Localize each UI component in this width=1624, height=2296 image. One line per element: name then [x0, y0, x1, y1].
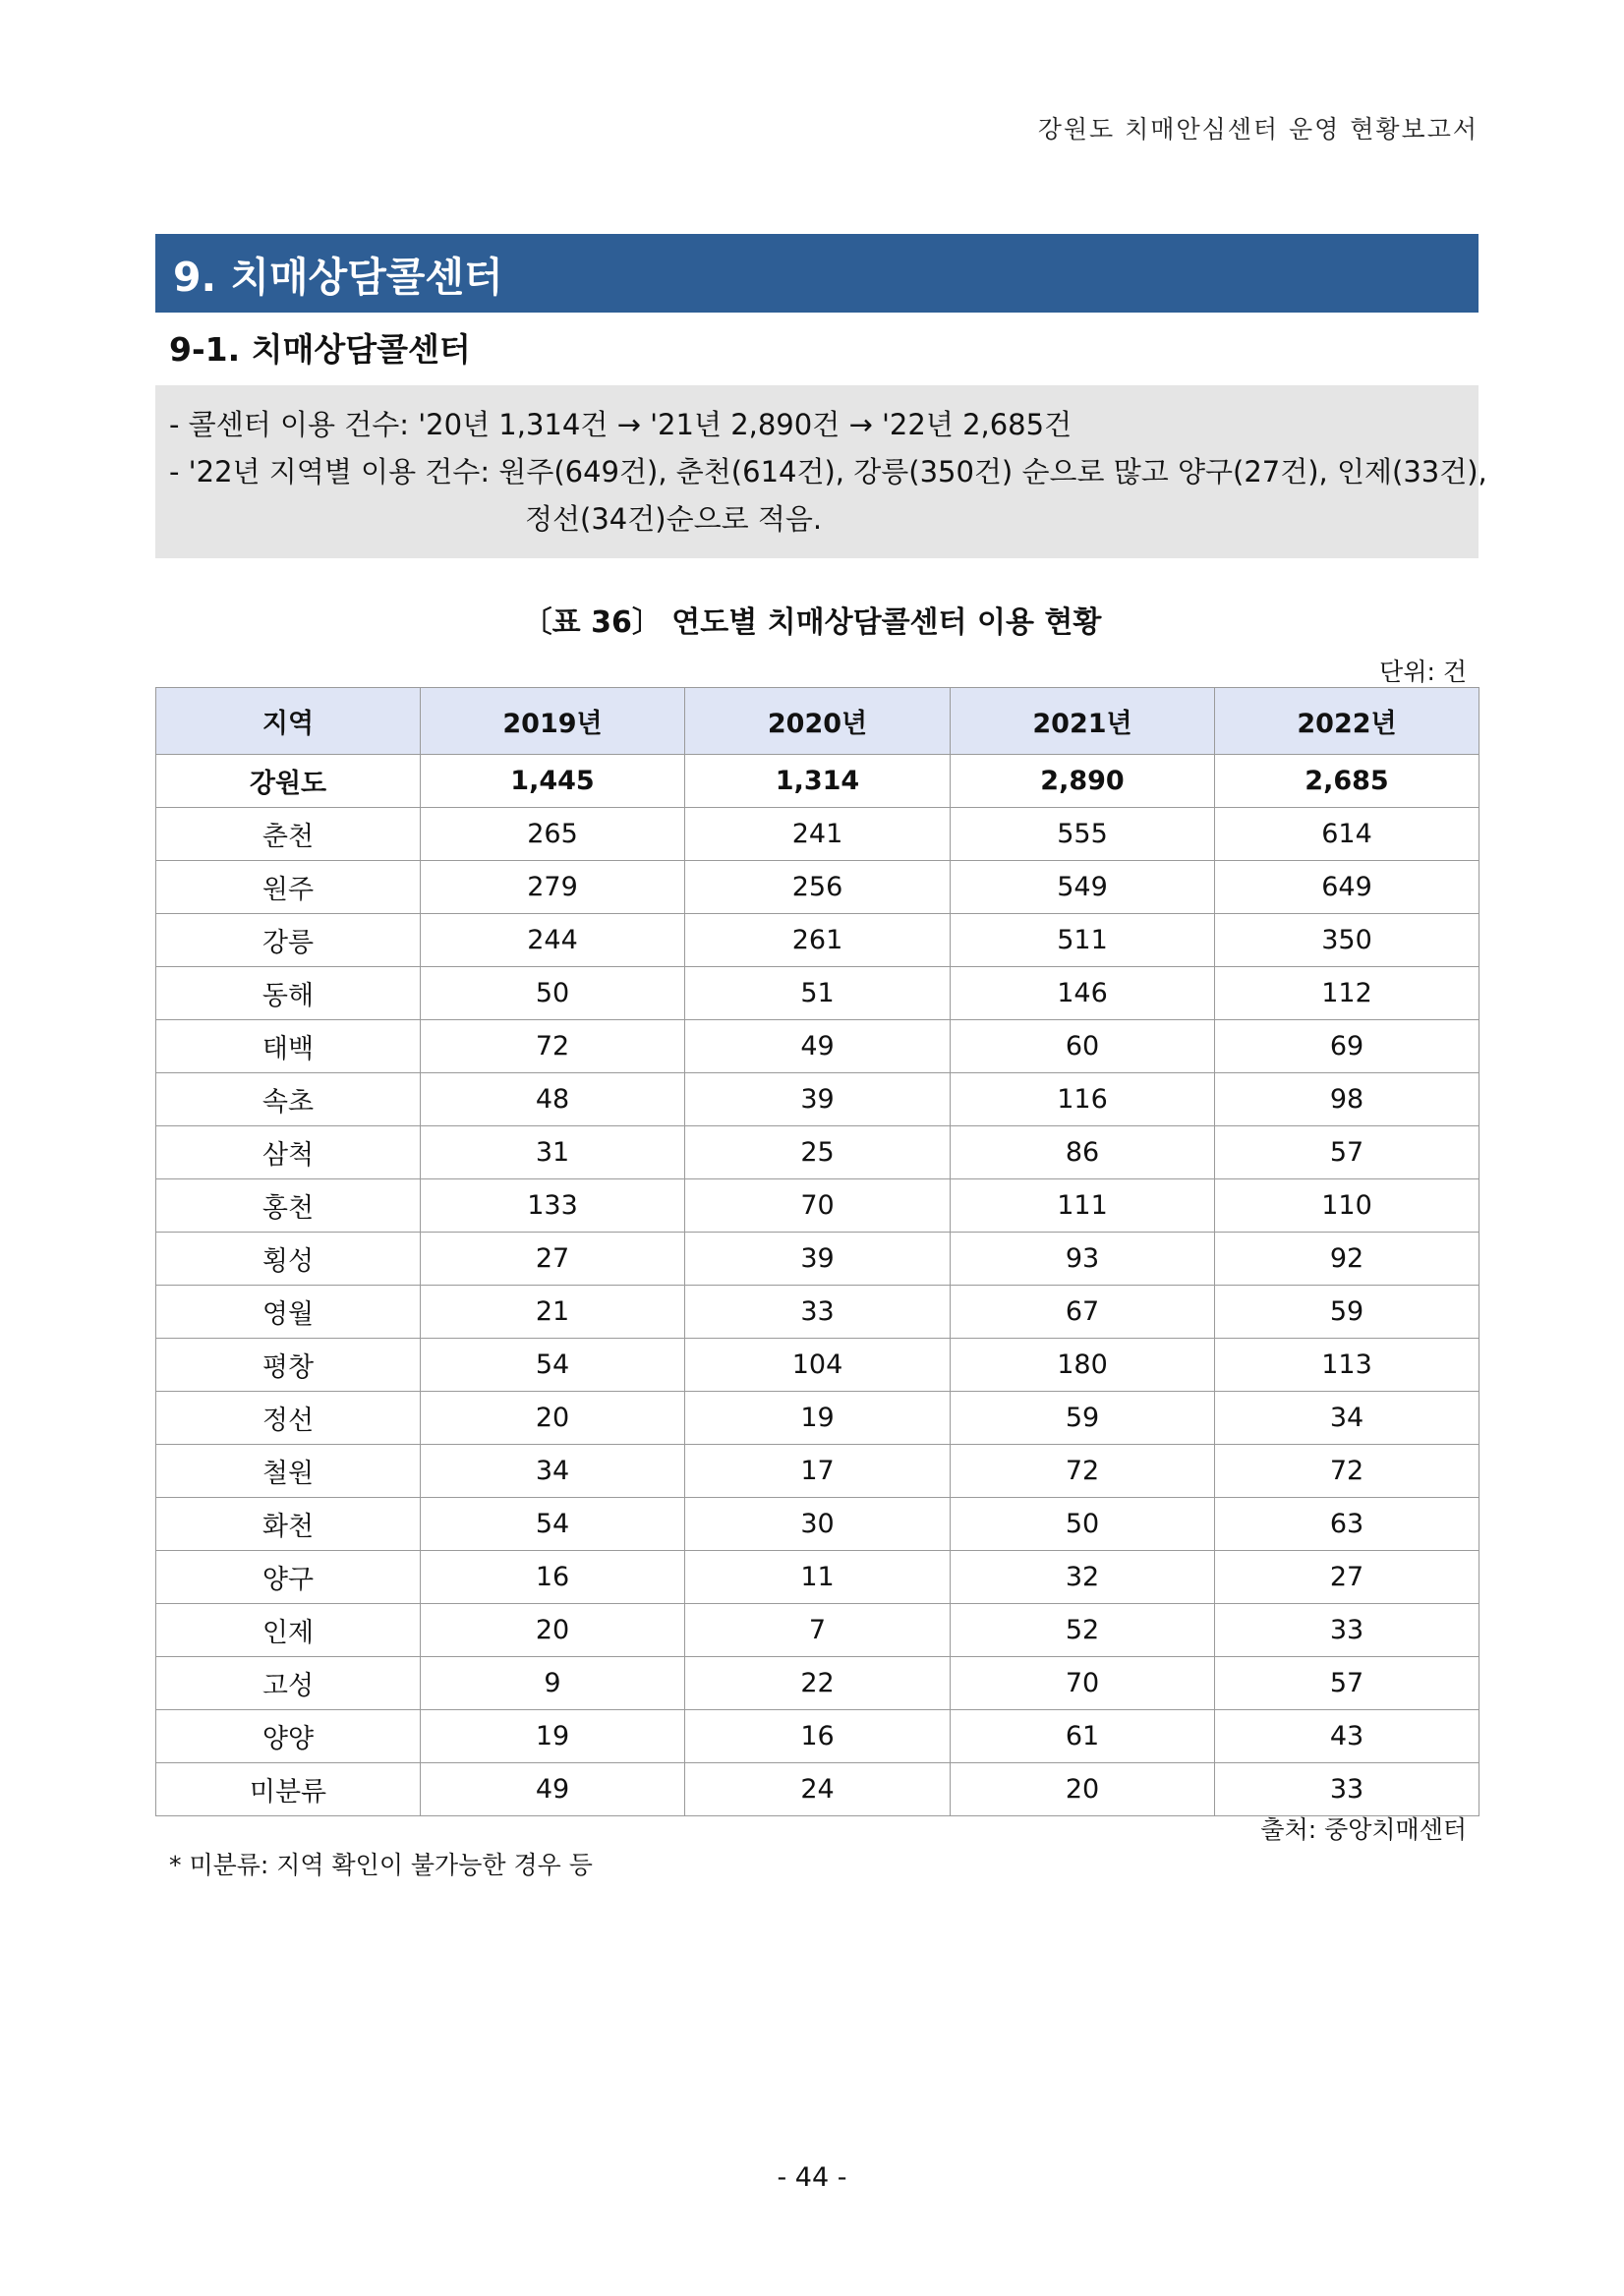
- value-cell: 93: [951, 1233, 1215, 1286]
- summary-line-2: - '22년 지역별 이용 건수: 원주(649건), 춘천(614건), 강릉(350건) 순으로 많고 양구(27건), 인제(33건),: [169, 455, 1487, 488]
- value-cell: 350: [1215, 914, 1479, 967]
- table-row: [156, 1126, 1479, 1179]
- summary-line-3: 정선(34건)순으로 적음.: [525, 502, 823, 536]
- value-cell: 32: [951, 1551, 1215, 1604]
- summary-line-1: - 콜센터 이용 건수: '20년 1,314건 → '21년 2,890건 → '22년 2,685건: [169, 408, 1073, 441]
- value-cell: 24: [685, 1763, 951, 1816]
- value-cell: 112: [1215, 967, 1479, 1020]
- value-cell: 110: [1215, 1179, 1479, 1233]
- value-cell: 67: [951, 1286, 1215, 1339]
- value-cell: 19: [685, 1392, 951, 1445]
- region-cell: 정선: [156, 1392, 421, 1445]
- value-cell: 33: [1215, 1604, 1479, 1657]
- table-caption: 〔표 36〕 연도별 치매상담콜센터 이용 현황: [522, 605, 1102, 640]
- footnote: * 미분류: 지역 확인이 불가능한 경우 등: [169, 1851, 593, 1879]
- value-cell: 69: [1215, 1020, 1479, 1073]
- table-row: [156, 914, 1479, 967]
- value-cell: 57: [1215, 1126, 1479, 1179]
- value-cell: 16: [685, 1710, 951, 1763]
- value-cell: 54: [421, 1498, 685, 1551]
- table-row: [156, 967, 1479, 1020]
- value-cell: 86: [951, 1126, 1215, 1179]
- value-cell: 113: [1215, 1339, 1479, 1392]
- value-cell: 104: [685, 1339, 951, 1392]
- value-cell: 31: [421, 1126, 685, 1179]
- table-header-row: [156, 688, 1479, 755]
- region-cell: 강릉: [156, 914, 421, 967]
- column-header: 2020년: [685, 688, 951, 755]
- value-cell: 1,445: [421, 755, 685, 808]
- value-cell: 43: [1215, 1710, 1479, 1763]
- value-cell: 549: [951, 861, 1215, 914]
- region-cell: 동해: [156, 967, 421, 1020]
- value-cell: 61: [951, 1710, 1215, 1763]
- value-cell: 241: [685, 808, 951, 861]
- region-cell: 횡성: [156, 1233, 421, 1286]
- value-cell: 180: [951, 1339, 1215, 1392]
- table-row: [156, 1763, 1479, 1816]
- value-cell: 9: [421, 1657, 685, 1710]
- value-cell: 20: [421, 1604, 685, 1657]
- value-cell: 34: [421, 1445, 685, 1498]
- page-number: - 44 -: [777, 2162, 847, 2193]
- region-cell: 속초: [156, 1073, 421, 1126]
- subsection-title: 9-1. 치매상담콜센터: [169, 330, 471, 369]
- value-cell: 2,685: [1215, 755, 1479, 808]
- value-cell: 133: [421, 1179, 685, 1233]
- value-cell: 1,314: [685, 755, 951, 808]
- value-cell: 52: [951, 1604, 1215, 1657]
- value-cell: 59: [1215, 1286, 1479, 1339]
- table-row: [156, 1339, 1479, 1392]
- region-cell: 철원: [156, 1445, 421, 1498]
- value-cell: 116: [951, 1073, 1215, 1126]
- value-cell: 244: [421, 914, 685, 967]
- value-cell: 72: [1215, 1445, 1479, 1498]
- region-cell: 원주: [156, 861, 421, 914]
- value-cell: 16: [421, 1551, 685, 1604]
- value-cell: 27: [1215, 1551, 1479, 1604]
- value-cell: 70: [951, 1657, 1215, 1710]
- table-row: [156, 1073, 1479, 1126]
- value-cell: 60: [951, 1020, 1215, 1073]
- value-cell: 39: [685, 1073, 951, 1126]
- region-cell: 태백: [156, 1020, 421, 1073]
- source-label: 출처: 중앙치매센터: [1260, 1815, 1467, 1844]
- region-cell: 미분류: [156, 1763, 421, 1816]
- value-cell: 33: [685, 1286, 951, 1339]
- region-cell: 춘천: [156, 808, 421, 861]
- value-cell: 11: [685, 1551, 951, 1604]
- summary-box: [155, 385, 1487, 558]
- value-cell: 27: [421, 1233, 685, 1286]
- value-cell: 256: [685, 861, 951, 914]
- value-cell: 72: [951, 1445, 1215, 1498]
- region-cell: 인제: [156, 1604, 421, 1657]
- table-row: [156, 1604, 1479, 1657]
- section-title-bar: 9. 치매상담콜센터: [155, 234, 1479, 313]
- region-cell: 고성: [156, 1657, 421, 1710]
- value-cell: 2,890: [951, 755, 1215, 808]
- value-cell: 63: [1215, 1498, 1479, 1551]
- region-cell: 영월: [156, 1286, 421, 1339]
- value-cell: 511: [951, 914, 1215, 967]
- value-cell: 48: [421, 1073, 685, 1126]
- region-cell: 홍천: [156, 1179, 421, 1233]
- unit-label: 단위: 건: [1379, 658, 1467, 686]
- value-cell: 49: [685, 1020, 951, 1073]
- column-header: 2022년: [1215, 688, 1479, 755]
- value-cell: 21: [421, 1286, 685, 1339]
- value-cell: 265: [421, 808, 685, 861]
- region-cell: 평창: [156, 1339, 421, 1392]
- table-row: [156, 1286, 1479, 1339]
- value-cell: 7: [685, 1604, 951, 1657]
- value-cell: 19: [421, 1710, 685, 1763]
- running-header: 강원도 치매안심센터 운영 현황보고서: [1037, 115, 1479, 144]
- value-cell: 30: [685, 1498, 951, 1551]
- table-body: [156, 755, 1479, 1816]
- table-row: [156, 1233, 1479, 1286]
- value-cell: 20: [421, 1392, 685, 1445]
- column-header: 2019년: [421, 688, 685, 755]
- region-cell: 삼척: [156, 1126, 421, 1179]
- column-header: 지역: [156, 688, 421, 755]
- value-cell: 92: [1215, 1233, 1479, 1286]
- table-total-row: [156, 755, 1479, 808]
- table-row: [156, 1710, 1479, 1763]
- value-cell: 54: [421, 1339, 685, 1392]
- value-cell: 261: [685, 914, 951, 967]
- value-cell: 20: [951, 1763, 1215, 1816]
- region-cell: 양구: [156, 1551, 421, 1604]
- value-cell: 39: [685, 1233, 951, 1286]
- table-row: [156, 808, 1479, 861]
- value-cell: 555: [951, 808, 1215, 861]
- value-cell: 50: [421, 967, 685, 1020]
- value-cell: 614: [1215, 808, 1479, 861]
- value-cell: 146: [951, 967, 1215, 1020]
- table-row: [156, 1392, 1479, 1445]
- region-cell: 강원도: [156, 755, 421, 808]
- table-row: [156, 1551, 1479, 1604]
- region-cell: 화천: [156, 1498, 421, 1551]
- table-row: [156, 861, 1479, 914]
- value-cell: 51: [685, 967, 951, 1020]
- value-cell: 22: [685, 1657, 951, 1710]
- value-cell: 50: [951, 1498, 1215, 1551]
- value-cell: 70: [685, 1179, 951, 1233]
- table-row: [156, 1657, 1479, 1710]
- value-cell: 49: [421, 1763, 685, 1816]
- value-cell: 72: [421, 1020, 685, 1073]
- table-row: [156, 1179, 1479, 1233]
- data-table: [155, 687, 1479, 1816]
- value-cell: 98: [1215, 1073, 1479, 1126]
- value-cell: 25: [685, 1126, 951, 1179]
- table-row: [156, 1445, 1479, 1498]
- value-cell: 111: [951, 1179, 1215, 1233]
- region-cell: 양양: [156, 1710, 421, 1763]
- value-cell: 33: [1215, 1763, 1479, 1816]
- table-row: [156, 1498, 1479, 1551]
- value-cell: 279: [421, 861, 685, 914]
- value-cell: 34: [1215, 1392, 1479, 1445]
- value-cell: 59: [951, 1392, 1215, 1445]
- value-cell: 17: [685, 1445, 951, 1498]
- table-row: [156, 1020, 1479, 1073]
- column-header: 2021년: [951, 688, 1215, 755]
- value-cell: 649: [1215, 861, 1479, 914]
- value-cell: 57: [1215, 1657, 1479, 1710]
